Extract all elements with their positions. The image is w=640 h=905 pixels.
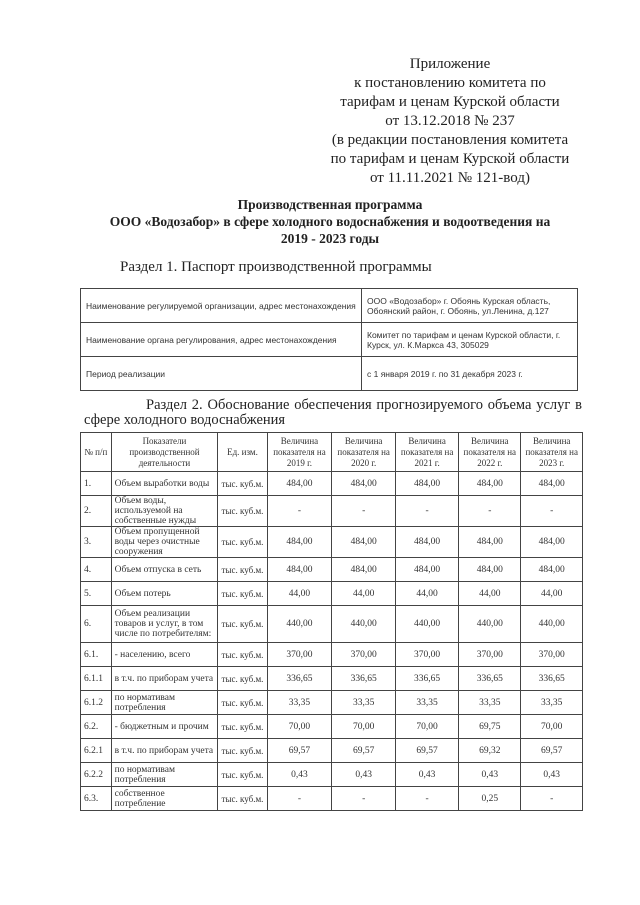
section-1-heading: Раздел 1. Паспорт производственной программы (120, 259, 432, 275)
column-header: № п/п (81, 433, 112, 472)
value-cell: - (267, 496, 332, 527)
appendix-line: Приложение (409, 56, 491, 72)
passport-row (81, 323, 578, 357)
value-cell: 69,57 (267, 739, 332, 763)
value-cell: 336,65 (459, 667, 521, 691)
value-cell: 44,00 (332, 582, 396, 606)
passport-label: Наименование регулируемой организации, адрес местонахождения (81, 289, 362, 323)
value-cell: - (521, 496, 583, 527)
value-cell: 484,00 (396, 527, 459, 558)
table-row (81, 472, 583, 496)
value-cell: 336,65 (521, 667, 583, 691)
table-row (81, 527, 583, 558)
indicator-name: Объем потерь (111, 582, 218, 606)
value-cell: 0,43 (396, 763, 459, 787)
passport-value: с 1 января 2019 г. по 31 декабря 2023 г. (362, 357, 578, 391)
value-cell: - (396, 787, 459, 811)
value-cell: 69,57 (521, 739, 583, 763)
table-row (81, 691, 583, 715)
value-cell: 33,35 (332, 691, 396, 715)
value-cell: 440,00 (459, 606, 521, 643)
unit: тыс. куб.м. (218, 472, 267, 496)
table-row (81, 787, 583, 811)
table-row (81, 739, 583, 763)
table-row (81, 763, 583, 787)
value-cell: 484,00 (459, 472, 521, 496)
value-cell: 370,00 (332, 643, 396, 667)
value-cell: 484,00 (459, 558, 521, 582)
value-cell: 33,35 (396, 691, 459, 715)
unit: тыс. куб.м. (218, 691, 267, 715)
value-cell: - (332, 496, 396, 527)
table-row (81, 582, 583, 606)
unit: тыс. куб.м. (218, 582, 267, 606)
value-cell: 484,00 (521, 527, 583, 558)
value-cell: 44,00 (521, 582, 583, 606)
row-number: 6.1. (81, 643, 112, 667)
indicator-name: Объем воды, используемой на собственные нужды (111, 496, 218, 527)
value-cell: 0,43 (332, 763, 396, 787)
value-cell: 336,65 (267, 667, 332, 691)
column-header: Величина показателя на 2019 г. (267, 433, 332, 472)
column-header: Величина показателя на 2022 г. (459, 433, 521, 472)
unit: тыс. куб.м. (218, 643, 267, 667)
appendix-line: от 11.11.2021 № 121-вод) (370, 170, 530, 186)
appendix-line: тарифам и ценам Курской области (340, 94, 560, 110)
indicator-name: - бюджетным и прочим (111, 715, 218, 739)
row-number: 1. (81, 472, 112, 496)
value-cell: 69,32 (459, 739, 521, 763)
appendix-line: от 13.12.2018 № 237 (385, 113, 515, 129)
value-cell: - (459, 496, 521, 527)
value-cell: 484,00 (521, 472, 583, 496)
value-cell: 0,43 (521, 763, 583, 787)
row-number: 5. (81, 582, 112, 606)
unit: тыс. куб.м. (218, 715, 267, 739)
header-row (81, 433, 583, 472)
value-cell: 33,35 (459, 691, 521, 715)
value-cell: 484,00 (332, 472, 396, 496)
value-cell: 70,00 (267, 715, 332, 739)
unit: тыс. куб.м. (218, 606, 267, 643)
passport-value: Комитет по тарифам и ценам Курской области, г. Курск, ул. К.Маркса 43, 305029 (362, 323, 578, 357)
value-cell: 33,35 (267, 691, 332, 715)
indicator-name: Объем выработки воды (111, 472, 218, 496)
indicator-name: собственное потребление (111, 787, 218, 811)
value-cell: 440,00 (396, 606, 459, 643)
indicator-name: Объем пропущенной воды через очистные сооружения (111, 527, 218, 558)
passport-value: ООО «Водозабор» г. Обоянь Курская область, Обоянский район, г. Обоянь, ул.Ленина, д.127 (362, 289, 578, 323)
table-row (81, 606, 583, 643)
value-cell: 484,00 (521, 558, 583, 582)
value-cell: 484,00 (459, 527, 521, 558)
table-row (81, 667, 583, 691)
value-cell: 484,00 (396, 558, 459, 582)
passport-row (81, 289, 578, 323)
indicator-name: в т.ч. по приборам учета (111, 667, 218, 691)
value-cell: 484,00 (332, 558, 396, 582)
unit: тыс. куб.м. (218, 527, 267, 558)
value-cell: 0,43 (459, 763, 521, 787)
column-header: Величина показателя на 2021 г. (396, 433, 459, 472)
passport-table (80, 288, 578, 391)
passport-label: Наименование органа регулирования, адрес местонахождения (81, 323, 362, 357)
document-title (60, 196, 600, 247)
row-number: 6.3. (81, 787, 112, 811)
value-cell: 69,75 (459, 715, 521, 739)
row-number: 6. (81, 606, 112, 643)
value-cell: - (396, 496, 459, 527)
unit: тыс. куб.м. (218, 667, 267, 691)
table-row (81, 496, 583, 527)
value-cell: 33,35 (521, 691, 583, 715)
value-cell: 70,00 (332, 715, 396, 739)
value-cell: 44,00 (396, 582, 459, 606)
section-2-heading: Раздел 2. Обоснование обеспечения прогнозируемого объема услуг в сфере холодного водоснабжения (84, 397, 582, 428)
row-number: 2. (81, 496, 112, 527)
volumes-table (80, 432, 583, 811)
value-cell: 69,57 (332, 739, 396, 763)
value-cell: 484,00 (267, 527, 332, 558)
indicator-name: Объем отпуска в сеть (111, 558, 218, 582)
table-row (81, 558, 583, 582)
value-cell: 484,00 (267, 472, 332, 496)
value-cell: - (521, 787, 583, 811)
row-number: 6.2. (81, 715, 112, 739)
value-cell: 44,00 (459, 582, 521, 606)
value-cell: 440,00 (521, 606, 583, 643)
column-header: Величина показателя на 2023 г. (521, 433, 583, 472)
appendix-header (300, 55, 600, 188)
table-row (81, 643, 583, 667)
value-cell: 70,00 (521, 715, 583, 739)
indicator-name: по нормативам потребления (111, 763, 218, 787)
appendix-line: (в редакции постановления комитета (331, 132, 569, 148)
row-number: 6.2.2 (81, 763, 112, 787)
unit: тыс. куб.м. (218, 739, 267, 763)
value-cell: 336,65 (396, 667, 459, 691)
title-line: 2019 - 2023 годы (280, 231, 380, 246)
value-cell: 370,00 (521, 643, 583, 667)
value-cell: 370,00 (267, 643, 332, 667)
value-cell: 0,43 (267, 763, 332, 787)
appendix-line: к постановлению комитета по (354, 75, 546, 91)
value-cell: 69,57 (396, 739, 459, 763)
indicator-name: Объем реализации товаров и услуг, в том числе по потребителям: (111, 606, 218, 643)
unit: тыс. куб.м. (218, 496, 267, 527)
row-number: 3. (81, 527, 112, 558)
value-cell: 44,00 (267, 582, 332, 606)
value-cell: - (267, 787, 332, 811)
title-line: Производственная программа (237, 197, 423, 212)
value-cell: 336,65 (332, 667, 396, 691)
value-cell: 484,00 (267, 558, 332, 582)
row-number: 6.1.1 (81, 667, 112, 691)
appendix-line: по тарифам и ценам Курской области (330, 151, 570, 167)
row-number: 6.2.1 (81, 739, 112, 763)
passport-row (81, 357, 578, 391)
indicator-name: по нормативам потребления (111, 691, 218, 715)
value-cell: 440,00 (332, 606, 396, 643)
value-cell: 440,00 (267, 606, 332, 643)
column-header: Величина показателя на 2020 г. (332, 433, 396, 472)
unit: тыс. куб.м. (218, 763, 267, 787)
unit: тыс. куб.м. (218, 787, 267, 811)
value-cell: 0,25 (459, 787, 521, 811)
value-cell: 484,00 (332, 527, 396, 558)
row-number: 6.1.2 (81, 691, 112, 715)
table-row (81, 715, 583, 739)
value-cell: 484,00 (396, 472, 459, 496)
value-cell: 370,00 (459, 643, 521, 667)
column-header: Ед. изм. (218, 433, 267, 472)
unit: тыс. куб.м. (218, 558, 267, 582)
title-line: ООО «Водозабор» в сфере холодного водоснабжения и водоотведения на (109, 214, 551, 229)
value-cell: 370,00 (396, 643, 459, 667)
column-header: Показатели производственной деятельности (111, 433, 218, 472)
value-cell: 70,00 (396, 715, 459, 739)
passport-label: Период реализации (81, 357, 362, 391)
value-cell: - (332, 787, 396, 811)
indicator-name: - населению, всего (111, 643, 218, 667)
indicator-name: в т.ч. по приборам учета (111, 739, 218, 763)
row-number: 4. (81, 558, 112, 582)
